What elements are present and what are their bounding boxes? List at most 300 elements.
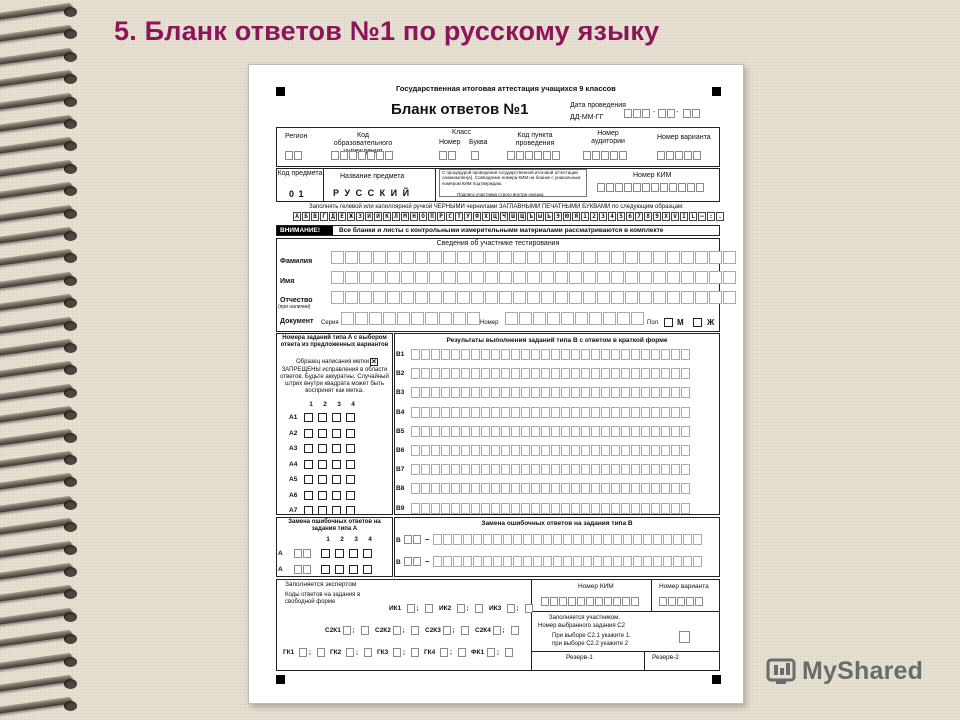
alphabet-char: А — [293, 212, 301, 221]
spiral-ring — [0, 252, 82, 264]
spiral-hole — [64, 522, 77, 532]
part-a-row-label: А3 — [289, 445, 298, 452]
spiral-wire — [0, 451, 72, 469]
alphabet-char: Ъ — [527, 212, 535, 221]
answer-box — [321, 549, 330, 558]
spiral-wire — [0, 47, 72, 65]
answer-box — [346, 444, 355, 453]
code-cell — [346, 648, 354, 657]
alphabet-char: Ш — [509, 212, 517, 221]
replace-a-row-label: А — [278, 550, 283, 557]
answer-box — [332, 413, 341, 422]
alphabet-char: Я — [572, 212, 580, 221]
spiral-hole — [64, 612, 77, 622]
part-b-title: Результаты выполнения заданий типа В с ответом в краткой форме — [446, 337, 668, 344]
answer-box — [346, 491, 355, 500]
spiral-wire — [0, 697, 72, 715]
answer-box — [332, 460, 341, 469]
alphabet-char: Щ — [518, 212, 526, 221]
part-a-column-label: 3 — [337, 401, 341, 408]
alphabet-char: Э — [554, 212, 562, 221]
spiral-wire — [0, 563, 72, 581]
answer-box — [321, 565, 330, 574]
participant-section-title: Сведения об участнике тестирования — [436, 240, 560, 247]
part-b-answer-cells — [411, 503, 690, 514]
alphabet-char: 5 — [617, 212, 625, 221]
alphabet-char: Д — [329, 212, 337, 221]
spiral-wire — [0, 249, 72, 267]
answer-box — [304, 429, 313, 438]
code-separator: ; — [496, 649, 500, 656]
part-a-row-label: А4 — [289, 460, 298, 468]
code-cell — [457, 604, 465, 613]
point-code-cells — [507, 151, 560, 160]
alphabet-char: З — [356, 212, 364, 221]
replace-a-answer-boxes — [321, 565, 372, 574]
spiral-hole — [64, 231, 77, 241]
code-cell — [507, 604, 515, 613]
code-separator: ; — [402, 649, 406, 656]
code-label: ГК4 — [424, 649, 436, 656]
reserve-1-label: Резерв-1 — [566, 654, 593, 661]
class-letter-cells — [471, 151, 479, 160]
answer-box — [346, 413, 355, 422]
spiral-hole — [64, 74, 77, 84]
code-label: С2К3 — [425, 627, 441, 634]
subject-name-value: Р У С С К И Й — [333, 188, 411, 198]
spiral-hole — [64, 186, 77, 196]
code-cell — [393, 648, 401, 657]
part-a-answer-boxes — [304, 460, 355, 469]
spiral-hole — [64, 679, 77, 689]
gender-label: Пол — [647, 320, 659, 326]
answer-box — [318, 413, 327, 422]
name-label: Имя — [280, 278, 295, 285]
part-b-answer-cells — [411, 368, 690, 379]
code-cell — [493, 626, 501, 635]
code-separator: ; — [452, 627, 455, 634]
spiral-ring — [0, 678, 82, 690]
expert-variant-label: Номер варианта — [659, 583, 709, 590]
replace-b-row-label: В — [396, 537, 401, 544]
spiral-hole — [64, 97, 77, 107]
answer-box — [335, 565, 344, 574]
alphabet-char: Ф — [473, 212, 481, 221]
part-b-row-label: В1 — [396, 351, 405, 358]
alphabet-char: . — [716, 212, 724, 221]
corner-marker — [276, 87, 285, 96]
spiral-wire — [0, 495, 72, 513]
alphabet-char: 3 — [599, 212, 607, 221]
attention-banner — [276, 225, 720, 236]
series-label: Серия — [321, 320, 339, 326]
spiral-ring — [0, 454, 82, 466]
alphabet-char: М — [401, 212, 409, 221]
code-label: ИК2 — [439, 605, 452, 612]
spiral-hole — [64, 365, 77, 375]
part-b-row-label: В4 — [396, 408, 405, 416]
spiral-wire — [0, 361, 72, 379]
part-a-row-label: А7 — [289, 507, 298, 514]
alphabet-char: Ж — [347, 212, 355, 221]
alphabet-char: : — [707, 212, 715, 221]
spiral-wire — [0, 25, 72, 43]
answer-box — [318, 475, 327, 484]
replace-b-answer-cells — [433, 534, 702, 545]
spiral-hole — [64, 567, 77, 577]
answer-box — [318, 444, 327, 453]
code-separator: ; — [352, 627, 355, 634]
participant-fill-title: Заполняется участником. — [549, 615, 620, 621]
code-cell — [458, 648, 466, 657]
alphabet-char: Т — [455, 212, 463, 221]
spiral-hole — [64, 7, 77, 17]
document-number-label: Номер — [480, 320, 499, 326]
code-cell — [487, 648, 495, 657]
spiral-hole — [64, 276, 77, 286]
sample-mark-icon: × — [371, 357, 377, 366]
alphabet-char: 8 — [644, 212, 652, 221]
spiral-ring — [0, 208, 82, 220]
part-b-row-label: В6 — [396, 447, 405, 454]
spiral-ring — [0, 342, 82, 354]
code-cell — [317, 648, 325, 657]
answer-box — [332, 429, 341, 438]
code-label: С2К1 — [325, 627, 341, 634]
spiral-hole — [64, 29, 77, 39]
spiral-wire — [0, 585, 72, 603]
answer-sheet-image — [248, 64, 744, 704]
expert-kim-label: Номер КИМ — [578, 583, 614, 590]
spiral-wire — [0, 70, 72, 88]
code-cell — [511, 626, 519, 635]
alphabet-char: 9 — [653, 212, 661, 221]
spiral-hole — [64, 455, 77, 465]
part-b-row-label: В2 — [396, 370, 405, 378]
spiral-ring — [0, 230, 82, 242]
alphabet-char: V — [671, 212, 679, 221]
spiral-ring — [0, 588, 82, 600]
spiral-ring — [0, 432, 82, 444]
form-title: Бланк ответов №1 — [391, 101, 529, 118]
spiral-ring — [0, 73, 82, 85]
code-label: ИК3 — [489, 605, 502, 612]
replace-b-row-label: В — [396, 559, 401, 566]
alphabet-char: И — [365, 212, 373, 221]
spiral-hole — [64, 545, 77, 555]
answer-box — [346, 506, 355, 515]
replace-a-answer-boxes — [321, 549, 372, 558]
part-b-row-label: В9 — [396, 504, 405, 512]
replace-a-title: Замена ошибочных ответов на задания типа А — [288, 519, 381, 532]
code-cell — [361, 626, 369, 635]
spiral-wire — [0, 137, 72, 155]
class-number-cells — [439, 151, 456, 160]
alphabet-char: 6 — [626, 212, 634, 221]
spiral-ring — [0, 521, 82, 533]
spiral-hole — [64, 253, 77, 263]
notice-text: С процедурой проведения государственной итоговой аттестации ознакомлен(а). Совпадение номера КИМ на бланке с уникальным номером КИМ подтверждаю. — [442, 170, 581, 186]
spiral-wire — [0, 339, 72, 357]
code-separator: ; — [516, 605, 519, 612]
date-cells: - - — [624, 109, 700, 118]
spiral-ring — [0, 275, 82, 287]
reserve-2-label: Резерв-2 — [652, 654, 679, 661]
code-cell — [407, 604, 415, 613]
expert-title: Заполняется экспертом — [285, 581, 357, 588]
date-format: ДД-ММ-ГГ — [570, 114, 604, 121]
replace-a-column-label: 2 — [340, 536, 344, 543]
spiral-ring — [0, 476, 82, 488]
spiral-hole — [64, 388, 77, 398]
spiral-hole — [64, 164, 77, 174]
attention-text: Все бланки и листы с контрольными измерительными материалами рассматриваются в комплекте — [339, 227, 664, 234]
answer-box — [304, 506, 313, 515]
answer-box — [318, 460, 327, 469]
replace-b-number-cells — [404, 557, 421, 566]
alphabet-char: 4 — [608, 212, 616, 221]
part-a-columns — [304, 401, 360, 408]
replace-a-row-label: А — [278, 566, 283, 573]
kim-label: Номер КИМ — [633, 172, 672, 179]
alphabet-char: Х — [482, 212, 490, 221]
code-cell — [343, 626, 351, 635]
spiral-ring — [0, 118, 82, 130]
spiral-wire — [0, 607, 72, 625]
spiral-wire — [0, 630, 72, 648]
expert-kim-cells — [541, 597, 639, 606]
class-label: Класс — [452, 129, 472, 136]
answer-box — [363, 549, 372, 558]
alphabet-char: Ч — [500, 212, 508, 221]
code-cell — [425, 604, 433, 613]
spiral-ring — [0, 140, 82, 152]
spiral-ring — [0, 544, 82, 556]
part-a-column-label: 2 — [323, 401, 327, 408]
part-a-row-label: А1 — [289, 414, 298, 421]
code-label: ГК2 — [330, 649, 342, 656]
alphabet-char: П — [428, 212, 436, 221]
code-cell — [364, 648, 372, 657]
class-number-label: Номер — [439, 139, 461, 146]
part-a-answer-boxes — [304, 429, 355, 438]
patronymic-label: Отчество — [280, 297, 313, 304]
room-label: Номер аудитории — [591, 130, 625, 146]
spiral-ring — [0, 633, 82, 645]
alphabet-char: О — [419, 212, 427, 221]
code-label: ИК1 — [389, 605, 402, 612]
spiral-wire — [0, 316, 72, 334]
part-a-row-label: А5 — [289, 476, 298, 483]
alphabet-char: К — [383, 212, 391, 221]
spiral-ring — [0, 6, 82, 18]
code-label: С2К4 — [475, 627, 491, 634]
alphabet-char: – — [698, 212, 706, 221]
spiral-hole — [64, 343, 77, 353]
alphabet-char: У — [464, 212, 472, 221]
part-a-row-label: А6 — [289, 491, 298, 499]
part-b-row-label: В8 — [396, 485, 405, 493]
spiral-wire — [0, 675, 72, 693]
code-cell — [475, 604, 483, 613]
part-a-column-label: 1 — [309, 401, 313, 408]
spiral-hole — [64, 589, 77, 599]
alphabet-char: Ю — [563, 212, 571, 221]
spiral-hole — [64, 701, 77, 711]
alphabet-char: Л — [392, 212, 400, 221]
spiral-wire — [0, 473, 72, 491]
answer-box — [304, 444, 313, 453]
alphabet-char: Ы — [536, 212, 544, 221]
attention-label: ВНИМАНИЕ! — [277, 226, 333, 235]
watermark-text: MyShared — [802, 656, 924, 685]
patronymic-cells — [331, 291, 736, 304]
replace-b-dash: – — [425, 535, 430, 544]
replace-a-column-label: 3 — [354, 536, 358, 543]
answer-box — [332, 475, 341, 484]
spiral-wire — [0, 652, 72, 670]
part-a-answer-boxes — [304, 413, 355, 422]
answer-box — [346, 475, 355, 484]
spiral-binding — [0, 0, 90, 720]
alphabet-char: Н — [410, 212, 418, 221]
part-a-column-label: 4 — [351, 401, 355, 408]
choice-box — [679, 631, 690, 643]
spiral-wire — [0, 204, 72, 222]
point-code-label: Код пункта проведения — [515, 132, 555, 148]
variant-label: Номер варианта — [657, 134, 711, 141]
replace-a-columns — [321, 536, 377, 543]
code-cell — [411, 626, 419, 635]
document-number-cells — [505, 312, 644, 325]
expert-variant-cells — [659, 597, 703, 606]
gender-male-label: М — [677, 318, 684, 327]
spiral-hole — [64, 298, 77, 308]
spiral-hole — [64, 209, 77, 219]
alphabet-char: Й — [374, 212, 382, 221]
spiral-hole — [64, 433, 77, 443]
spiral-ring — [0, 185, 82, 197]
code-cell — [393, 626, 401, 635]
code-label: ФК1 — [471, 649, 485, 656]
spiral-ring — [0, 611, 82, 623]
slide-title: 5. Бланк ответов №1 по русскому языку — [114, 16, 660, 46]
replace-a-column-label: 1 — [326, 536, 330, 543]
alphabet-char: 7 — [635, 212, 643, 221]
replace-a-column-label: 4 — [368, 536, 372, 543]
answer-box — [304, 413, 313, 422]
spiral-hole — [64, 634, 77, 644]
gender-female-box — [693, 318, 702, 327]
part-b-row-label: В5 — [396, 427, 405, 435]
corner-marker — [712, 87, 721, 96]
spiral-wire — [0, 159, 72, 177]
alphabet-char: X — [662, 212, 670, 221]
spiral-wire — [0, 271, 72, 289]
answer-box — [363, 565, 372, 574]
date-label: Дата проведения — [570, 102, 626, 109]
spiral-wire — [0, 182, 72, 200]
kim-cells — [597, 183, 704, 192]
part-b-answer-cells — [411, 407, 690, 418]
name-cells — [331, 271, 736, 284]
spiral-hole — [64, 657, 77, 667]
spiral-hole — [64, 477, 77, 487]
answer-box — [349, 549, 358, 558]
spiral-wire — [0, 115, 72, 133]
corner-marker — [712, 675, 721, 684]
part-a-answer-boxes — [304, 491, 355, 500]
alphabet-char: Г — [320, 212, 328, 221]
spiral-ring — [0, 566, 82, 578]
replace-b-title: Замена ошибочных ответов на задания типа В — [481, 520, 633, 527]
sample-mark-label: Образец написания метки — [296, 359, 369, 365]
code-cell — [443, 626, 451, 635]
part-b-answer-cells — [411, 387, 690, 398]
alphabet-char: 1 — [581, 212, 589, 221]
part-b-answer-cells — [411, 349, 690, 360]
choice-line-2: при выборе С2.2 укажите 2 — [552, 641, 629, 647]
replace-a-number-cells — [294, 565, 311, 574]
answer-box — [332, 506, 341, 515]
answer-box — [318, 491, 327, 500]
spiral-wire — [0, 227, 72, 245]
school-code-label: Код образовательного — [333, 132, 393, 148]
spiral-wire — [0, 294, 72, 312]
code-separator: ; — [308, 649, 312, 656]
alphabet-char: I — [680, 212, 688, 221]
room-cells — [583, 151, 627, 160]
region-cells — [285, 151, 302, 160]
replace-b-number-cells — [404, 535, 421, 544]
alphabet-char: Б — [302, 212, 310, 221]
part-a-answer-boxes — [304, 444, 355, 453]
spiral-wire — [0, 540, 72, 558]
answer-box — [304, 491, 313, 500]
answer-box — [318, 506, 327, 515]
spiral-ring — [0, 297, 82, 309]
answer-box — [335, 549, 344, 558]
school-code-cells — [331, 151, 393, 160]
spiral-ring — [0, 163, 82, 175]
answer-box — [332, 491, 341, 500]
subject-code-value: 0 1 — [289, 189, 305, 199]
class-letter-label: Буква — [469, 139, 488, 146]
choice-title: Номер выбранного задания С2 — [538, 623, 625, 629]
expert-codes-label: Коды ответов на задания в свободной форме — [285, 592, 361, 605]
spiral-ring — [0, 28, 82, 40]
part-b-row-label: В3 — [396, 389, 405, 397]
alphabet-char: Е — [338, 212, 346, 221]
code-cell — [461, 626, 469, 635]
spiral-hole — [64, 410, 77, 420]
spiral-ring — [0, 320, 82, 332]
alphabet-char: С — [446, 212, 454, 221]
answer-box — [304, 460, 313, 469]
subject-name-label: Название предмета — [340, 173, 405, 180]
spiral-ring — [0, 51, 82, 63]
answer-box — [346, 429, 355, 438]
code-cell — [299, 648, 307, 657]
code-separator: ; — [355, 649, 359, 656]
part-b-answer-cells — [411, 445, 690, 456]
code-separator: ; — [449, 649, 453, 656]
surname-label: Фамилия — [280, 258, 313, 265]
code-cell — [525, 604, 533, 613]
sign-label: Подпись участника строго внутри окошка — [457, 192, 544, 197]
watermark — [766, 656, 923, 686]
alphabet-samples — [293, 212, 724, 221]
